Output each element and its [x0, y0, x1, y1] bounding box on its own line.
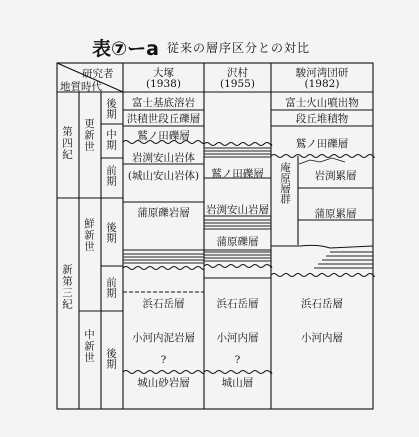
suruga-kanbara-formation: 蒲原累層 — [314, 208, 357, 220]
otsuka-diluvial-terrace: 洪積世段丘礫層 — [126, 113, 201, 125]
researcher-otsuka-name: 大塚 — [153, 67, 174, 79]
researcher-suruga-year: (1982) — [304, 78, 340, 90]
researcher-sawamura-name: 沢村 — [227, 67, 248, 79]
otsuka-ogochi-mudstone: 小河内泥岩層 — [132, 332, 195, 344]
otsuka-washinota-gravel: 鷲ノ田礫層 — [137, 130, 190, 142]
sawamura-shiroyama: 城山層 — [221, 377, 254, 389]
sawamura-washinota-gravel: 鷲ノ田礫層 — [211, 168, 264, 180]
suruga-anjo-group: 庵原層群 — [279, 162, 291, 204]
sub-pleistocene-early: 前期 — [105, 165, 117, 186]
suruga-terrace-deposits: 段丘堆積物 — [295, 113, 349, 125]
sub-pliocene-late: 後期 — [105, 222, 117, 243]
sub-miocene-late: 後期 — [105, 348, 117, 369]
sawamura-question: ? — [234, 354, 241, 366]
researcher-sawamura-year: (1955) — [220, 78, 255, 90]
sawamura-kanbara-gravel: 蒲原礫層 — [216, 236, 259, 248]
otsuka-shiroyama-andesite: (城山安山岩体) — [127, 170, 200, 182]
sub-pliocene-early: 前期 — [105, 277, 117, 298]
sub-pleistocene-middle: 中期 — [105, 129, 117, 150]
period-pliocene: 鮮新世 — [83, 218, 95, 253]
researcher-otsuka-year: (1938) — [146, 78, 181, 90]
table-title: 表⑦ーa — [92, 38, 159, 60]
suruga-hamaishidake: 浜石岳層 — [301, 298, 343, 310]
otsuka-shiroyama-sandstone: 城山砂岩層 — [137, 377, 190, 389]
period-pleistocene: 更新世 — [83, 118, 95, 153]
sawamura-iwabuchi-andesite: 岩渕安山岩層 — [206, 204, 269, 216]
suruga-ogochi: 小河内層 — [301, 332, 343, 344]
otsuka-question: ? — [160, 354, 167, 366]
period-quaternary: 第四紀 — [61, 126, 73, 161]
suruga-fuji-ejecta: 富士火山噴出物 — [285, 97, 359, 109]
otsuka-iwabuchi-andesite: 岩渕安山岩体 — [132, 152, 195, 164]
era-header-label: 地質時代 — [60, 81, 102, 93]
sawamura-hamaishidake: 浜石岳層 — [216, 298, 259, 310]
researcher-header-label: 研究者 — [82, 68, 114, 80]
period-miocene: 中新世 — [83, 329, 95, 364]
period-neogene: 新第三紀 — [61, 264, 73, 310]
table-subtitle: 従来の層序区分との対比 — [167, 41, 311, 55]
otsuka-kanbara-gravel: 蒲原礫岩層 — [137, 207, 190, 219]
researcher-suruga-name: 駿河湾団研 — [295, 67, 349, 79]
otsuka-fuji-basement-lava: 富士基底溶岩 — [132, 97, 195, 109]
sub-pleistocene-late: 後期 — [105, 98, 117, 119]
otsuka-hamaishidake: 浜石岳層 — [142, 298, 185, 310]
suruga-iwabuchi-formation: 岩渕累層 — [314, 170, 357, 182]
sawamura-ogochi: 小河内層 — [216, 332, 259, 344]
suruga-washinota-gravel: 鷲ノ田礫層 — [295, 138, 349, 150]
